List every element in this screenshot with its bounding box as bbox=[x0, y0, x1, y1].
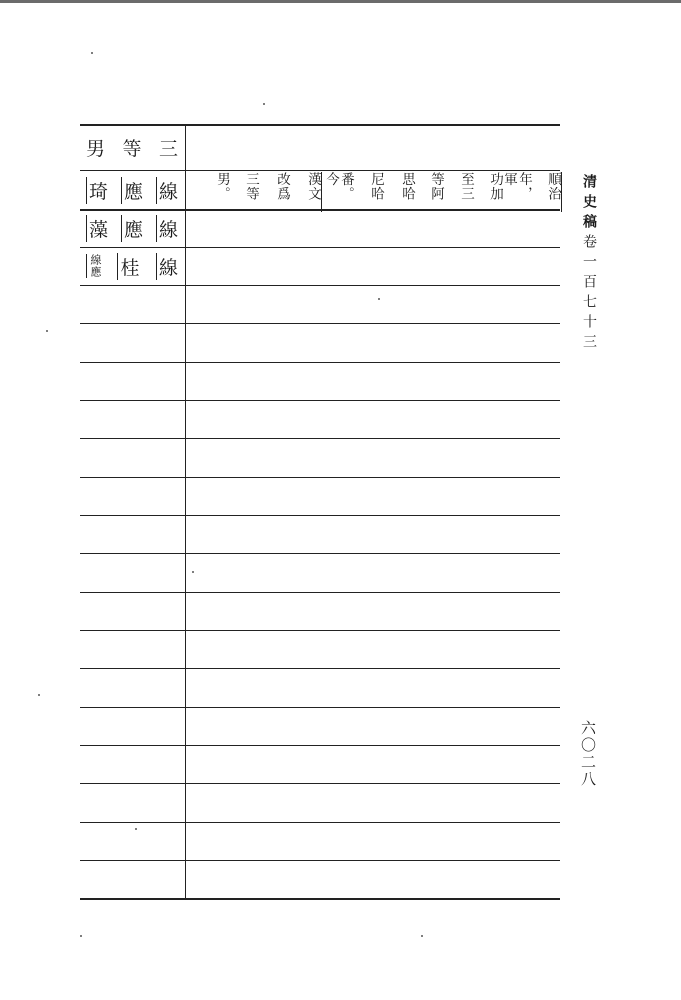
scan-speck bbox=[91, 52, 93, 54]
scan-speck bbox=[38, 694, 40, 696]
header-char: 線 bbox=[156, 215, 178, 242]
row-rule bbox=[80, 745, 560, 746]
running-title bbox=[577, 174, 599, 354]
page-top-border bbox=[0, 0, 681, 3]
entry-column: 順治 bbox=[534, 172, 562, 212]
book-title: 清史稿 bbox=[581, 174, 597, 234]
entry-column: 三等 bbox=[243, 172, 259, 201]
row-rule bbox=[80, 553, 560, 554]
volume-label: 卷一百七十三 bbox=[581, 234, 597, 354]
scan-speck bbox=[192, 571, 194, 573]
header-char: 桂 bbox=[117, 253, 139, 280]
row-rule bbox=[80, 362, 560, 363]
scan-speck bbox=[263, 103, 265, 105]
header-char: 線 bbox=[156, 253, 178, 280]
entry-column: 番。今 bbox=[323, 172, 354, 201]
entry-column: 思哈 bbox=[399, 172, 415, 201]
row-rule bbox=[80, 323, 560, 324]
header-cell bbox=[86, 251, 178, 281]
row-rule bbox=[80, 515, 560, 516]
entry-column: 至三 bbox=[458, 172, 474, 201]
row-rule bbox=[80, 477, 560, 478]
row-rule bbox=[80, 860, 560, 861]
entry-column: 功加 bbox=[487, 172, 503, 201]
header-char: 三 bbox=[158, 137, 178, 160]
row-rule bbox=[80, 592, 560, 593]
header-char: 男 bbox=[86, 137, 106, 160]
scan-speck bbox=[378, 298, 380, 300]
entry-column: 等阿 bbox=[428, 172, 444, 201]
entry-column: 漢文 bbox=[294, 172, 322, 212]
page-number: 六〇二八 bbox=[579, 720, 597, 788]
scan-speck bbox=[421, 935, 423, 937]
header-cell bbox=[86, 175, 178, 205]
column-divider bbox=[185, 124, 186, 899]
row-rule bbox=[80, 783, 560, 784]
header-char: 琦 bbox=[86, 177, 108, 204]
entry-column: 年，軍 bbox=[501, 172, 532, 201]
scan-speck bbox=[80, 935, 82, 937]
row-rule bbox=[80, 247, 560, 248]
row-rule bbox=[80, 668, 560, 669]
entry-column: 尼哈 bbox=[368, 172, 384, 201]
table-bottom-rule bbox=[80, 898, 560, 900]
row-rule bbox=[80, 400, 560, 401]
header-char: 線 bbox=[156, 177, 178, 204]
header-cell bbox=[86, 132, 178, 162]
header-char: 應 bbox=[121, 177, 143, 204]
scan-speck bbox=[135, 828, 137, 830]
row-rule bbox=[80, 822, 560, 823]
header-char: 等 bbox=[122, 137, 142, 160]
entry-column: 男。 bbox=[214, 172, 230, 201]
row-rule bbox=[80, 170, 560, 171]
row-rule bbox=[80, 707, 560, 708]
header-cell bbox=[86, 213, 178, 243]
table-top-rule bbox=[80, 124, 560, 126]
header-small-text: 線應 bbox=[86, 254, 101, 278]
header-char: 應 bbox=[121, 215, 143, 242]
row-rule bbox=[80, 438, 560, 439]
entry-column: 改爲 bbox=[274, 172, 290, 201]
scan-speck bbox=[46, 330, 48, 332]
row-rule bbox=[80, 630, 560, 631]
row-rule bbox=[80, 285, 560, 286]
header-char: 藻 bbox=[86, 215, 108, 242]
